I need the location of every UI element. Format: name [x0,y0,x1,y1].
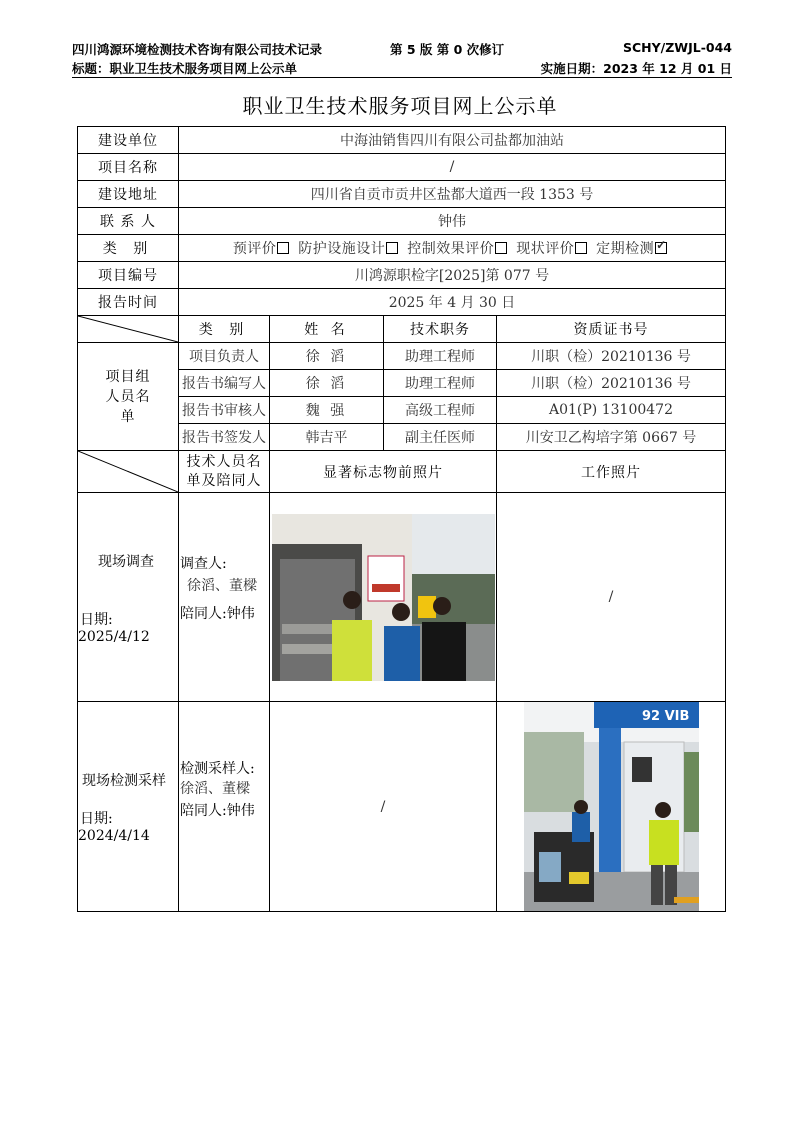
staff-name: 徐 滔 [270,370,384,397]
staff-title: 副主任医师 [384,424,497,451]
survey-date: 2025/4/12 [78,629,150,645]
staff-header-role: 类 别 [179,316,270,343]
landmark-photo [272,514,495,681]
type-option-status: 现状评价 [516,241,591,257]
checkbox-icon [495,242,507,254]
staff-title: 助理工程师 [384,370,497,397]
company-name: 四川鸿源环境检测技术咨询有限公司技术记录 [72,42,323,57]
companion-label: 陪同人: [180,606,227,622]
staff-header-name: 姓 名 [270,316,384,343]
sampling-work-photo-cell [497,702,726,912]
work-photo [524,702,699,911]
companion-line [180,603,255,623]
unit-label: 建设单位 [78,127,179,154]
contact-value: 钟伟 [179,208,726,235]
investigator-names: 徐滔、董樑 [187,578,257,594]
project-name-label: 项目名称 [78,154,179,181]
project-name-value: / [179,154,726,181]
sampling-label: 现场检测采样 [82,773,166,789]
pump-sign-text: 92 VIB [641,709,689,724]
type-option-design: 防护设施设计 [298,241,402,257]
survey-staff-cell [179,493,270,702]
version-text: 第 5 版 第 0 次修订 [390,42,505,57]
staff-cert: 川职（检）20210136 号 [497,370,726,397]
staff-cert: 川安卫乙构培字第 0667 号 [497,424,726,451]
staff-role: 报告书审核人 [179,397,270,424]
contact-label: 联 系 人 [78,208,179,235]
survey-work-photo-cell: / [497,493,726,702]
sampling-companion-line [180,800,255,820]
sampling-date-label: 日期: [80,811,113,827]
staff-role: 报告书签发人 [179,424,270,451]
staff-name: 徐 滔 [270,343,384,370]
staff-name: 魏 强 [270,397,384,424]
type-options [179,235,726,262]
survey-label: 现场调查 [98,554,154,570]
survey-cell [78,493,179,702]
doc-title-line: 标题：职业卫生技术服务项目网上公示单 [72,61,298,76]
staff-role: 报告书编写人 [179,370,270,397]
diagonal-corner-cell [78,316,179,343]
checked-checkbox-icon [655,242,667,254]
unit-value: 中海油销售四川有限公司盐都加油站 [179,127,726,154]
landmark-photo-cell [270,493,497,702]
investigator-label: 调查人: [180,556,227,572]
header-rule [72,77,732,78]
impl-date: 实施日期：2023 年 12 月 01 日 [540,61,732,76]
photo-header-staff: 技术人员名单及陪同人 [179,451,270,493]
address-label: 建设地址 [78,181,179,208]
companion-name: 钟伟 [226,606,255,622]
staff-header-title: 技术职务 [384,316,497,343]
survey-date-label: 日期: [80,612,113,628]
photo-header-landmark: 显著标志物前照片 [270,451,497,493]
type-option-control: 控制效果评价 [407,241,511,257]
disclosure-table [77,126,726,912]
sampler-names: 徐滔、董樑 [180,781,250,797]
report-time-value: 2025 年 4 月 30 日 [179,289,726,316]
project-code-value: 川鸿源职检字[2025]第 077 号 [179,262,726,289]
checkbox-icon [575,242,587,254]
sampling-date: 2024/4/14 [78,828,150,844]
staff-title: 高级工程师 [384,397,497,424]
staff-header-cert: 资质证书号 [497,316,726,343]
staff-cert: A01(P) 13100472 [497,397,726,424]
staff-group-label: 项目组人员名单 [78,343,179,451]
project-code-label: 项目编号 [78,262,179,289]
type-label: 类 别 [78,235,179,262]
staff-role: 项目负责人 [179,343,270,370]
report-time-label: 报告时间 [78,289,179,316]
checkbox-icon [386,242,398,254]
address-value: 四川省自贡市贡井区盐都大道西一段 1353 号 [179,181,726,208]
sampling-cell [78,702,179,912]
checkbox-icon [277,242,289,254]
photo-header-work: 工作照片 [497,451,726,493]
doc-code: SCHY/ZWJL-044 [622,40,732,55]
diagonal-corner-cell [78,451,179,493]
sampler-label: 检测采样人: [180,761,255,777]
page-title: 职业卫生技术服务项目网上公示单 [242,94,558,118]
type-option-pre: 预评价 [233,241,294,257]
sampling-landmark-cell: / [270,702,497,912]
staff-cert: 川职（检）20210136 号 [497,343,726,370]
staff-name: 韩吉平 [270,424,384,451]
companion-label: 陪同人: [180,803,227,819]
companion-name: 钟伟 [226,803,255,819]
sampling-staff-cell [179,702,270,912]
type-option-periodic: 定期检测✓ [596,241,671,257]
staff-title: 助理工程师 [384,343,497,370]
